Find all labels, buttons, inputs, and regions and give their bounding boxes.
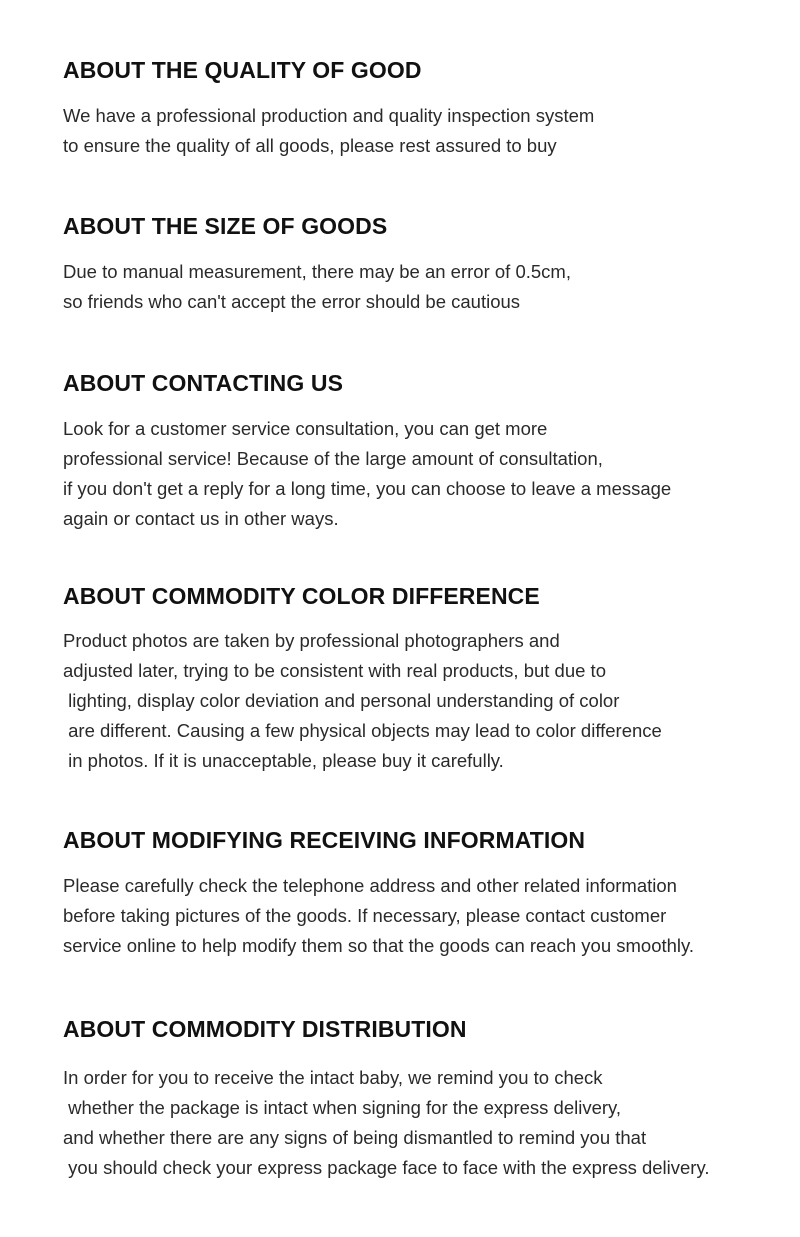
body-line: you should check your express package face to face with the express delivery. [63,1157,710,1178]
body-line: if you don't get a reply for a long time, you can choose to leave a message [63,478,672,499]
section-receiving-information [63,826,783,961]
body-line: to ensure the quality of all goods, please rest assured to buy [63,135,557,156]
body-line: We have a professional production and quality inspection system [63,105,595,126]
section-heading: ABOUT CONTACTING US [63,370,344,396]
section-size-of-goods [63,212,783,317]
body-line: before taking pictures of the goods. If necessary, please contact customer [63,905,667,926]
body-line: whether the package is intact when signing for the express delivery, [63,1097,622,1118]
section-body [63,626,783,776]
body-line: again or contact us in other ways. [63,508,339,529]
section-body [63,871,783,961]
body-line: service online to help modify them so that the goods can reach you smoothly. [63,935,695,956]
section-body [63,257,783,317]
body-line: are different. Causing a few physical objects may lead to color difference [63,720,662,741]
section-heading: ABOUT THE SIZE OF GOODS [63,213,388,239]
body-line: in photos. If it is unacceptable, please buy it carefully. [63,750,504,771]
body-line: so friends who can't accept the error should be cautious [63,291,521,312]
body-line: Please carefully check the telephone address and other related information [63,875,677,896]
section-body [63,101,783,161]
body-line: adjusted later, trying to be consistent with real products, but due to [63,660,606,681]
section-body [63,1063,783,1183]
body-line: professional service! Because of the large amount of consultation, [63,448,603,469]
body-line: Look for a customer service consultation, you can get more [63,418,548,439]
section-heading: ABOUT COMMODITY COLOR DIFFERENCE [63,583,540,609]
body-line: Due to manual measurement, there may be an error of 0.5cm, [63,261,571,282]
body-line: In order for you to receive the intact baby, we remind you to check [63,1067,603,1088]
section-contacting-us [63,369,783,534]
section-body [63,414,783,534]
body-line: and whether there are any signs of being dismantled to remind you that [63,1127,647,1148]
body-line: lighting, display color deviation and personal understanding of color [63,690,620,711]
section-heading: ABOUT MODIFYING RECEIVING INFORMATION [63,827,586,853]
body-line: Product photos are taken by professional photographers and [63,630,560,651]
section-color-difference [63,582,783,776]
section-commodity-distribution [63,1015,783,1183]
section-quality-of-good [63,56,783,161]
section-heading: ABOUT THE QUALITY OF GOOD [63,57,422,83]
section-heading: ABOUT COMMODITY DISTRIBUTION [63,1016,467,1042]
